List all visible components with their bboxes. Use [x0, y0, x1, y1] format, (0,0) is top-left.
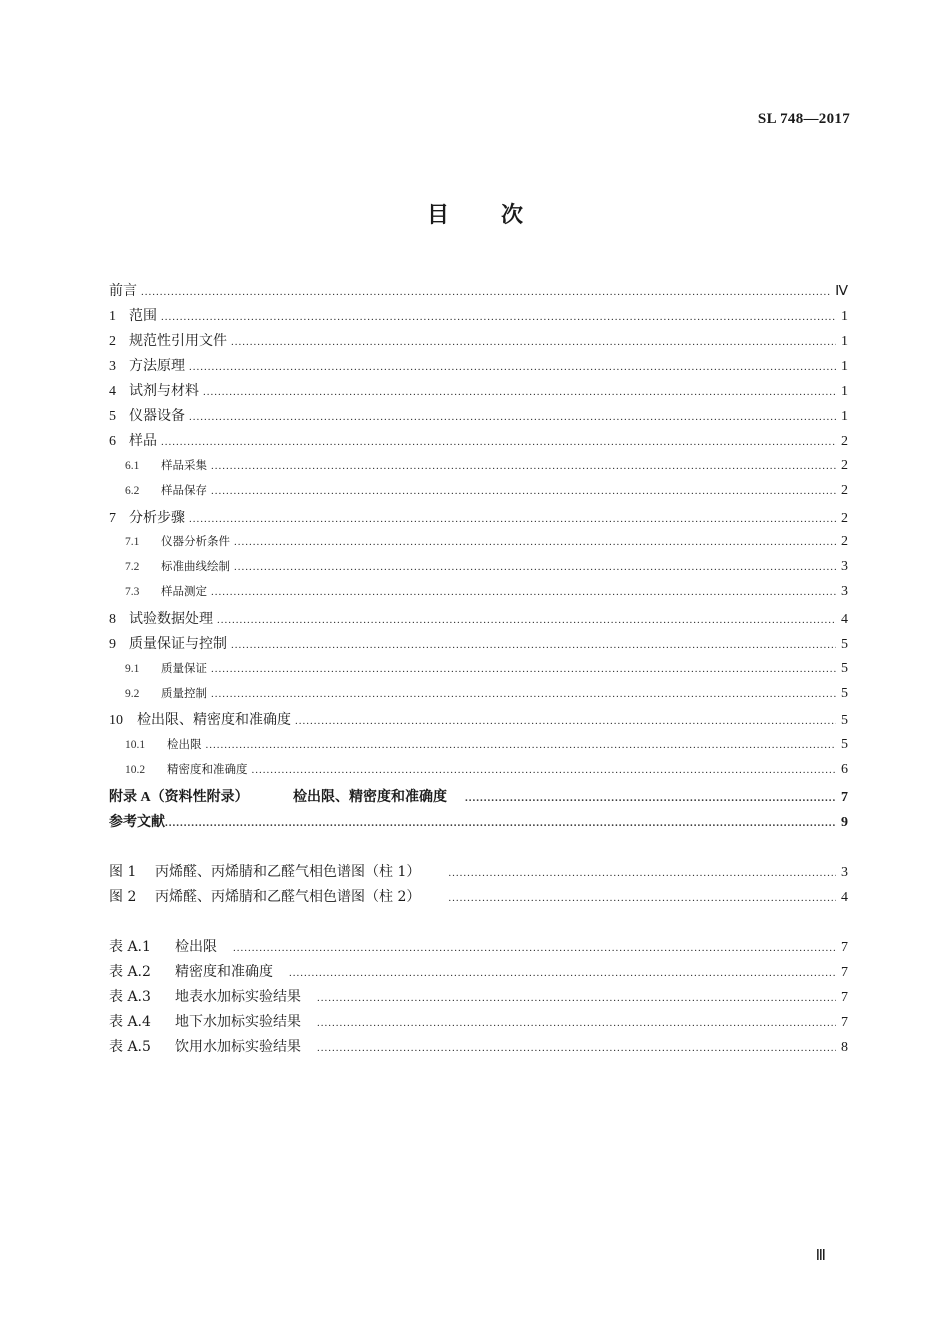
toc-entry-page: 2 [841, 483, 848, 498]
toc-entry-number: 10 [109, 713, 123, 728]
table-label: 饮用水加标实验结果 [175, 1039, 301, 1055]
figure-entry[interactable] [109, 861, 848, 881]
toc-entry-label: 质量保证与控制 [129, 636, 227, 652]
toc-entry-number: 4 [109, 384, 116, 399]
figure-label: 丙烯醛、丙烯腈和乙醛气相色谱图（柱 2） [155, 889, 421, 905]
figure-page: 4 [841, 890, 848, 905]
table-label: 地表水加标实验结果 [175, 989, 301, 1005]
toc-entry-number: 10.2 [125, 764, 146, 776]
toc-entry-number: 2 [109, 334, 116, 349]
toc-entry-number: 9.1 [125, 663, 140, 675]
page-title-part1: 目 [426, 203, 449, 228]
toc-entry-number: 7 [109, 511, 116, 526]
toc-entry-page: 3 [841, 559, 848, 574]
toc-entry-number: 6.1 [125, 460, 140, 472]
toc-entry-label: 样品 [129, 433, 157, 449]
toc-entry-label: 仪器分析条件 [161, 534, 230, 548]
toc-entry-number: 9.2 [125, 688, 140, 700]
table-page: 7 [841, 990, 848, 1005]
toc-entry-label: 参考文献 [109, 814, 165, 830]
page-number: Ⅲ [815, 1248, 826, 1264]
toc-entry-label: 规范性引用文件 [129, 333, 227, 349]
table-label: 检出限 [175, 939, 217, 955]
toc-entry-number: 7.1 [125, 536, 140, 548]
toc-entry-page: 1 [841, 409, 848, 424]
table-label: 精密度和准确度 [175, 964, 273, 980]
toc-entry-appendix[interactable] [109, 786, 848, 806]
figure-page: 3 [841, 865, 848, 880]
toc-entry-page: 6 [841, 762, 848, 777]
table-entry[interactable] [109, 961, 848, 981]
toc-entry-page: 5 [841, 661, 848, 676]
toc-entry-page: Ⅳ [835, 284, 848, 299]
toc-entry-label: 前言 [109, 283, 137, 299]
toc-subentry[interactable] [109, 685, 848, 705]
figure-number: 图 1 [109, 864, 137, 880]
toc-entry-number: 5 [109, 409, 116, 424]
table-number: 表 A.1 [109, 939, 151, 955]
toc-subentry[interactable] [109, 457, 848, 477]
toc-entry-label: 试剂与材料 [129, 383, 199, 399]
table-entry[interactable] [109, 936, 848, 956]
toc-entry-page: 1 [841, 384, 848, 399]
toc-entry-page: 5 [841, 713, 848, 728]
toc-entry-number: 6 [109, 434, 116, 449]
figure-label: 丙烯醛、丙烯腈和乙醛气相色谱图（柱 1） [155, 864, 421, 880]
table-page: 7 [841, 965, 848, 980]
toc-entry[interactable] [109, 355, 848, 375]
toc-entry-page: 1 [841, 309, 848, 324]
toc-entry-label: 标准曲线绘制 [161, 559, 230, 573]
toc-entry-page: 1 [841, 334, 848, 349]
toc-entry-number: 8 [109, 612, 116, 627]
toc-entry-number: 9 [109, 637, 116, 652]
toc-entry[interactable] [109, 305, 848, 325]
toc-subentry[interactable] [109, 558, 848, 578]
table-entry[interactable] [109, 1036, 848, 1056]
toc-subentry[interactable] [109, 533, 848, 553]
toc-entry-page: 3 [841, 584, 848, 599]
figure-number: 图 2 [109, 889, 137, 905]
toc-entry-label: 检出限 [167, 737, 202, 751]
toc-entry-label: 范围 [129, 308, 157, 324]
toc-subentry[interactable] [109, 736, 848, 756]
toc-subentry[interactable] [109, 660, 848, 680]
toc-entry-number: 10.1 [125, 739, 146, 751]
toc-entry-number: 6.2 [125, 485, 140, 497]
toc-entry-number: 1 [109, 309, 116, 324]
table-entry[interactable] [109, 1011, 848, 1031]
toc-entry[interactable] [109, 430, 848, 450]
toc-subentry[interactable] [109, 761, 848, 781]
toc-entry[interactable] [109, 507, 848, 527]
table-entry[interactable] [109, 986, 848, 1006]
toc-entry-label: 精密度和准确度 [167, 762, 248, 776]
toc-entry-page: 1 [841, 359, 848, 374]
table-number: 表 A.3 [109, 989, 151, 1005]
toc-entry-label: 方法原理 [129, 358, 185, 374]
toc-entry-number: 附录 A（资料性附录） [109, 790, 249, 805]
toc-entry-label: 样品保存 [161, 483, 207, 497]
toc-entry-page: 2 [841, 458, 848, 473]
toc-entry-number: 7.3 [125, 586, 140, 598]
toc-entry-page: 2 [841, 511, 848, 526]
standard-code: SL 748—2017 [757, 111, 850, 127]
toc-entry-label: 检出限、精密度和准确度 [293, 789, 447, 805]
toc-entry-page: 5 [841, 637, 848, 652]
toc-entry-label: 质量控制 [161, 686, 207, 700]
toc-entry-page: 7 [841, 790, 848, 805]
toc-entry-page: 5 [841, 686, 848, 701]
toc-entry-references[interactable] [109, 811, 848, 831]
table-page: 7 [841, 940, 848, 955]
toc-entry-page: 9 [841, 815, 848, 830]
toc-entry-page: 2 [841, 534, 848, 549]
toc-entry[interactable] [109, 405, 848, 425]
toc-entry-label: 分析步骤 [129, 510, 185, 526]
toc-entry-label: 样品测定 [161, 584, 207, 598]
table-number: 表 A.5 [109, 1039, 151, 1055]
toc-entry-foreword[interactable] [109, 280, 848, 300]
toc-entry-label: 质量保证 [161, 661, 207, 675]
table-number: 表 A.2 [109, 964, 151, 980]
figure-entry[interactable] [109, 886, 848, 906]
table-page: 8 [841, 1040, 848, 1055]
toc-entry[interactable] [109, 330, 848, 350]
toc-entry[interactable] [109, 608, 848, 628]
toc-entry-label: 仪器设备 [129, 408, 185, 424]
toc-entry-label: 样品采集 [161, 458, 207, 472]
toc-entry[interactable] [109, 709, 848, 729]
toc-entry-page: 4 [841, 612, 848, 627]
toc-entry[interactable] [109, 380, 848, 400]
page-title [0, 198, 950, 229]
toc-entry-page: 5 [841, 737, 848, 752]
toc-entry[interactable] [109, 633, 848, 653]
table-number: 表 A.4 [109, 1014, 151, 1030]
table-page: 7 [841, 1015, 848, 1030]
table-label: 地下水加标实验结果 [175, 1014, 301, 1030]
toc-subentry[interactable] [109, 482, 848, 502]
toc-entry-label: 检出限、精密度和准确度 [137, 712, 291, 728]
page-title-part2: 次 [501, 203, 524, 228]
toc-subentry[interactable] [109, 583, 848, 603]
toc-entry-number: 7.2 [125, 561, 140, 573]
toc-entry-label: 试验数据处理 [129, 611, 213, 627]
toc-entry-number: 3 [109, 359, 116, 374]
toc-entry-page: 2 [841, 434, 848, 449]
